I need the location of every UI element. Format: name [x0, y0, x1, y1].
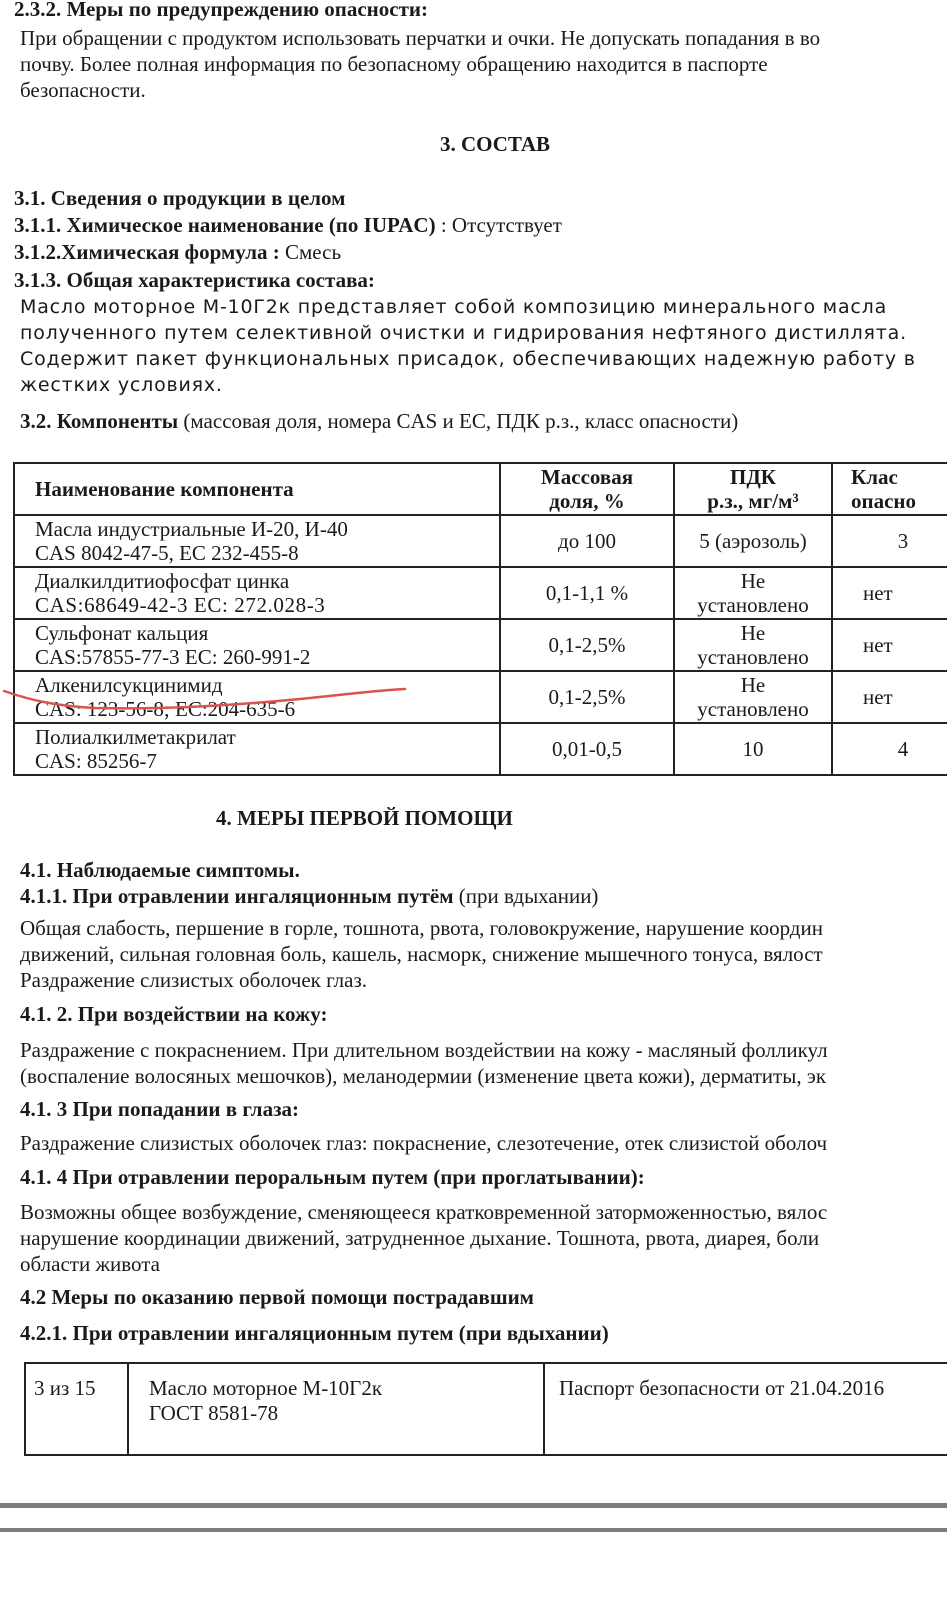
text-line: Масло моторное М-10Г2к представляет собой композицию минерального масла [20, 296, 888, 318]
pdk-cell [674, 567, 832, 619]
text-line: нарушение координации движений, затрудненное дыхание. Тошнота, рвота, диарея, боли [20, 1226, 820, 1250]
section-4-1-1 [20, 883, 598, 909]
mass-share-cell: 0,1-2,5% [500, 619, 674, 671]
component-cell [14, 515, 500, 567]
table-row [14, 567, 947, 619]
section-3-1-3-text [20, 294, 916, 398]
mass-share-cell: 0,1-2,5% [500, 671, 674, 723]
text-line: Раздражение слизистых оболочек глаз. [20, 968, 368, 992]
component-cas: CAS: 123-56-8; ЕС:204-635-6 [35, 697, 296, 721]
components-table [13, 462, 947, 776]
mass-share-cell: до 100 [500, 515, 674, 567]
text-line: Возможны общее возбуждение, сменяющееся кратковременной заторможенностью, вялос [20, 1200, 828, 1224]
header-mass-share [500, 463, 674, 515]
component-cell [14, 723, 500, 775]
pdk-cell [674, 671, 832, 723]
component-name: Алкенилсукцинимид [35, 673, 223, 697]
hazard-class-cell: 4 [832, 723, 947, 775]
section-3-1-3-heading: 3.1.3. Общая характеристика состава: [14, 268, 375, 292]
component-cas: CAS 8042-47-5, ЕС 232-455-8 [35, 541, 299, 565]
section-4-2-heading: 4.2 Меры по оказанию первой помощи пострадавшим [20, 1285, 534, 1309]
pdk-cell [674, 619, 832, 671]
mass-share-cell: 0,1-1,1 % [500, 567, 674, 619]
section-3-2-label: 3.2. Компоненты [20, 409, 179, 433]
pdk-text: Не [740, 569, 766, 593]
section-4-title: 4. МЕРЫ ПЕРВОЙ ПОМОЩИ [216, 806, 513, 830]
page-footer [24, 1362, 947, 1456]
pdk-text: 10 [742, 737, 764, 761]
pdk-text: установлено [697, 593, 809, 617]
text-line: полученного путем селективной очистки и гидрирования нефтяного дистиллята. [20, 322, 907, 344]
section-3-1-1 [14, 212, 562, 238]
table-row [14, 723, 947, 775]
header-text: Массовая [540, 465, 634, 489]
header-component-name [14, 463, 500, 515]
text-line: области живота [20, 1252, 160, 1276]
pdk-text: установлено [697, 697, 809, 721]
pdk-cell [674, 515, 832, 567]
text-line: жестких условиях. [20, 374, 223, 396]
header-text: ПДК [729, 465, 776, 489]
hazard-class-cell: нет [832, 567, 947, 619]
pdk-cell [674, 723, 832, 775]
table-row [14, 515, 947, 567]
section-3-1-heading: 3.1. Сведения о продукции в целом [14, 186, 346, 210]
section-4-1-4-text [20, 1199, 827, 1277]
header-text: р.з., мг/м³ [707, 489, 799, 513]
component-name: Сульфонат кальция [35, 621, 209, 645]
section-3-1-2-label: 3.1.2.Химическая формула : [14, 240, 280, 264]
header-pdk [674, 463, 832, 515]
component-name: Полиалкилметакрилат [35, 725, 236, 749]
section-4-1-1-label: 4.1.1. При отравлении ингаляционным путём [20, 884, 454, 908]
pdk-text: Не [740, 673, 766, 697]
section-3-1-1-value: : Отсутствует [435, 213, 562, 237]
table-header-row [14, 463, 947, 515]
pdk-text: установлено [697, 645, 809, 669]
mass-share-cell: 0,01-0,5 [500, 723, 674, 775]
section-4-1-2-text [20, 1037, 828, 1089]
pdk-text: 5 (аэрозоль) [699, 529, 807, 553]
page-number: 3 из 15 [25, 1363, 128, 1455]
section-3-2-note: (массовая доля, номера CAS и ЕС, ПДК р.з., класс опасности) [178, 409, 739, 433]
footer-product-name: Масло моторное М-10Г2к [149, 1376, 383, 1400]
component-cas: CAS:57855-77-3 ЕС: 260-991-2 [35, 645, 311, 669]
hazard-class-cell: нет [832, 619, 947, 671]
section-4-1-2-heading: 4.1. 2. При воздействии на кожу: [20, 1002, 328, 1026]
header-text: Наименование компонента [35, 477, 294, 501]
hazard-class-cell: 3 [832, 515, 947, 567]
component-cas: CAS: 85256-7 [35, 749, 157, 773]
text-line: (воспаление волосяных мешочков), меланодермии (изменение цвета кожи), дерматиты, эк [20, 1064, 827, 1088]
section-3-1-1-label: 3.1.1. Химическое наименование (по IUPAC) [14, 213, 436, 237]
component-name: Диалкилдитиофосфат цинка [35, 569, 290, 593]
footer-product [128, 1363, 544, 1455]
header-hazard-class [832, 463, 947, 515]
page-divider [0, 1503, 947, 1508]
section-4-1-heading: 4.1. Наблюдаемые симптомы. [20, 858, 300, 882]
section-3-2 [20, 408, 738, 434]
component-cell [14, 671, 500, 723]
section-4-1-3-text [20, 1130, 827, 1156]
footer-product-standard: ГОСТ 8581-78 [149, 1401, 279, 1425]
section-4-1-1-text [20, 915, 823, 993]
text-line: При обращении с продуктом использовать перчатки и очки. Не допускать попадания в во [20, 26, 821, 50]
section-2-3-2-heading: 2.3.2. Меры по предупреждению опасности: [14, 0, 429, 21]
section-3-1-2-value: Смесь [279, 240, 342, 264]
section-4-1-3-heading: 4.1. 3 При попадании в глаза: [20, 1097, 300, 1121]
component-name: Масла индустриальные И-20, И-40 [35, 517, 348, 541]
component-cas: CAS:68649-42-3 ЕС: 272.028-3 [35, 593, 326, 617]
text-line: Раздражение слизистых оболочек глаз: покраснение, слезотечение, отек слизистой оболоч [20, 1131, 828, 1155]
text-line: Содержит пакет функциональных присадок, обеспечивающих надежную работу в [20, 348, 916, 370]
text-line: безопасности. [20, 78, 146, 102]
section-4-2-1-heading: 4.2.1. При отравлении ингаляционным путем (при вдыхании) [20, 1321, 609, 1345]
section-2-3-2-text [20, 25, 820, 103]
table-row [14, 619, 947, 671]
header-text: Клас [851, 465, 898, 489]
hazard-class-cell: нет [832, 671, 947, 723]
section-4-1-4-heading: 4.1. 4 При отравлении пероральным путем (при проглатывании): [20, 1165, 645, 1189]
component-cell [14, 567, 500, 619]
text-line: Общая слабость, першение в горле, тошнота, рвота, головокружение, нарушение координ [20, 916, 823, 940]
footer-passport: Паспорт безопасности от 21.04.2016 [544, 1363, 947, 1455]
pdk-text: Не [740, 621, 766, 645]
section-4-1-1-note: (при вдыхании) [453, 884, 599, 908]
text-line: движений, сильная головная боль, кашель, насморк, снижение мышечного тонуса, вялост [20, 942, 823, 966]
text-line: Раздражение с покраснением. При длительном воздействии на кожу - масляный фолликул [20, 1038, 828, 1062]
page-divider [0, 1528, 947, 1532]
component-cell [14, 619, 500, 671]
header-text: опасно [851, 489, 917, 513]
header-text: доля, % [549, 489, 625, 513]
section-3-title: 3. СОСТАВ [440, 132, 551, 156]
table-row [14, 671, 947, 723]
section-3-1-2 [14, 239, 341, 265]
text-line: почву. Более полная информация по безопасному обращению находится в паспорте [20, 52, 768, 76]
